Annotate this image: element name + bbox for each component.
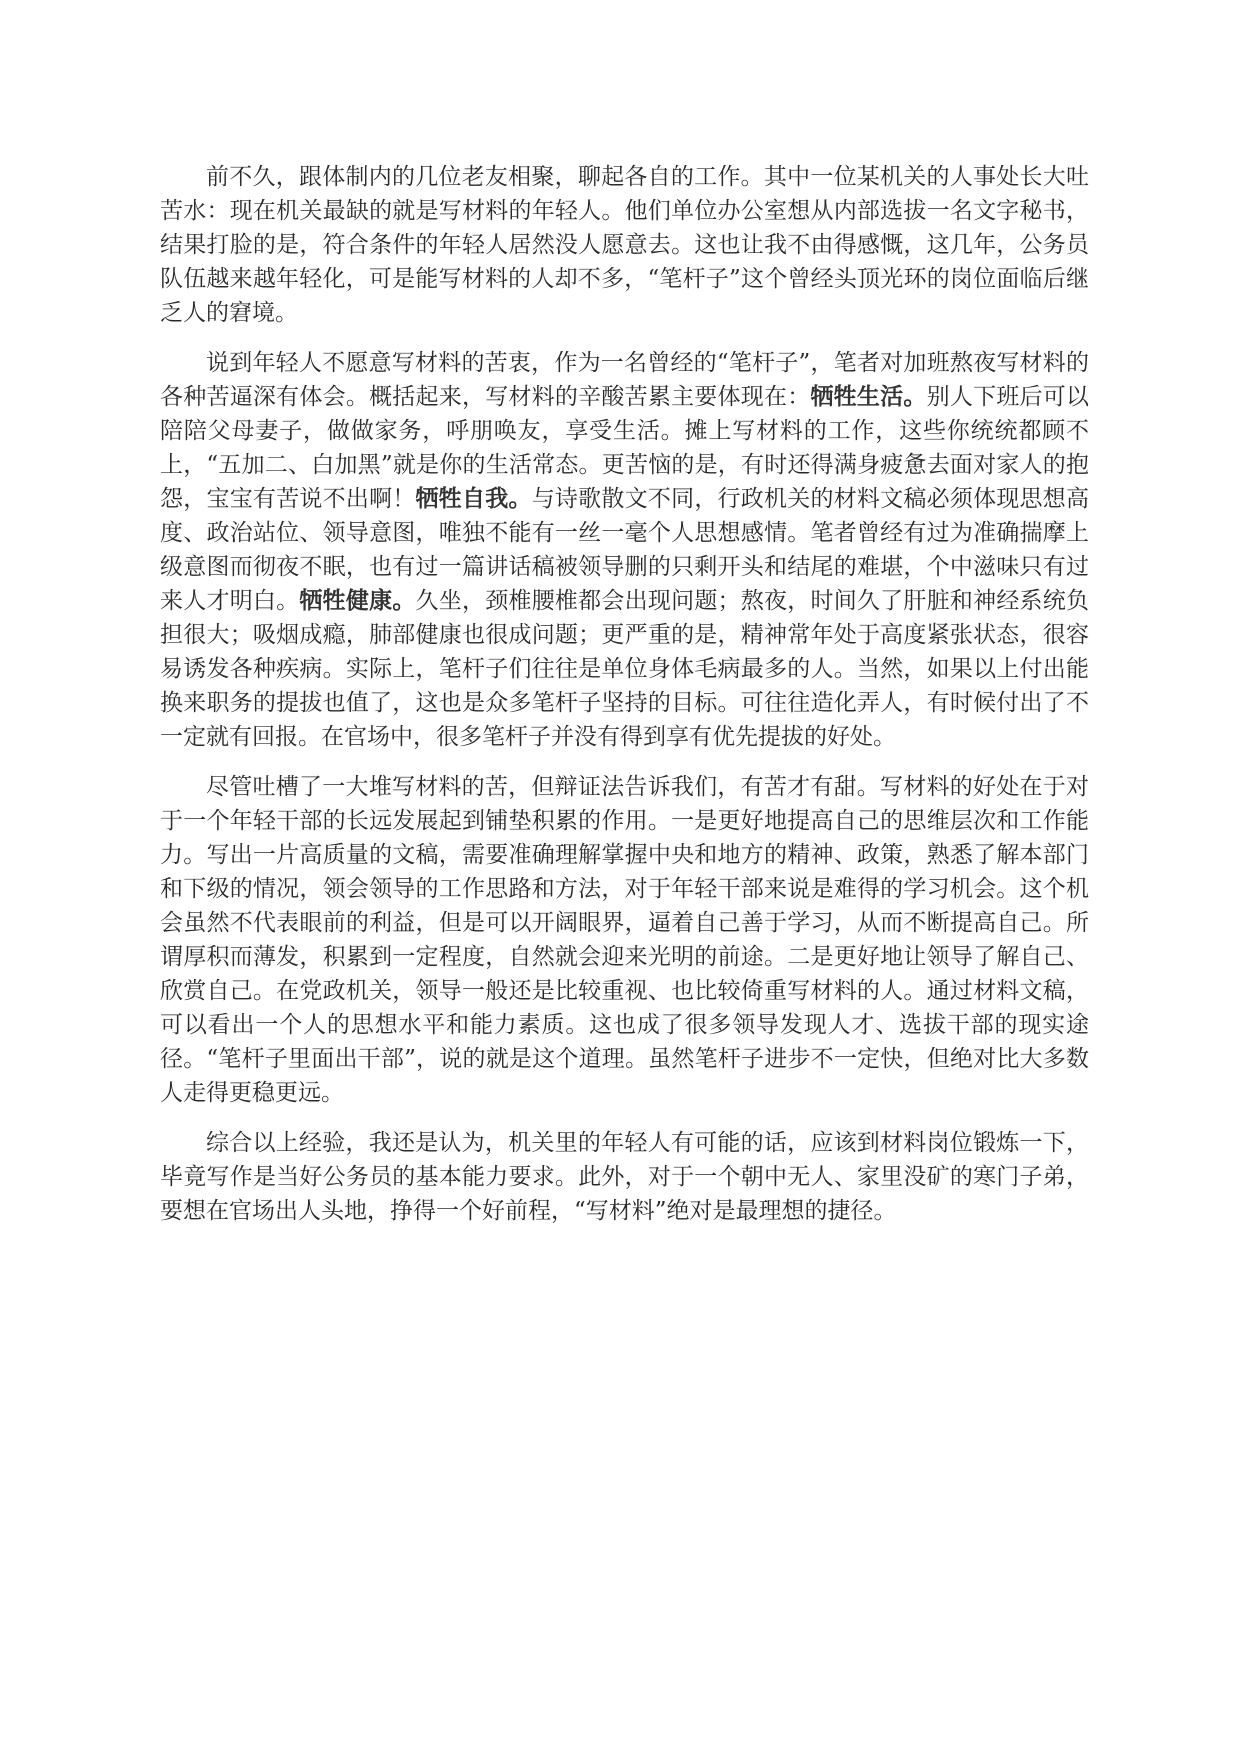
heading-sacrifice-health: 牺牲健康。: [299, 588, 416, 614]
article-body: [160, 160, 1089, 1244]
paragraph-2-text-2: 别人下班后可以陪陪父母妻子，做做家务，呼朋唤友，享受生活。摊上写材料的工作，这些你统统都顾不上，“五加二、白加黑”就是你的生活常态。更苦恼的是，有时还得满身疲惫去面对家人的抱怨，宝宝有苦说不出啊！: [160, 384, 1090, 512]
paragraph-2-text-4: 久坐，颈椎腰椎都会出现问题；熬夜，时间久了肝脏和神经系统负担很大；吸烟成瘾，肺部健康也很成问题；更严重的是，精神常年处于高度紧张状态，很容易诱发各种疾病。实际上，笔杆子们往往是单位身体毛病最多的人。当然，如果以上付出能换来职务的提拔也值了，这也是众多笔杆子坚持的目标。可往往造化弄人，有时候付出了不一定就有回报。在官场中，很多笔杆子并没有得到享有优先提拔的好处。: [160, 588, 1090, 750]
paragraph-2-text-1: 说到年轻人不愿意写材料的苦衷，作为一名曾经的“笔杆子”，笔者对加班熬夜写材料的各种苦逼深有体会。概括起来，写材料的辛酸苦累主要体现在：: [160, 350, 1089, 410]
paragraph-1: 前不久，跟体制内的几位老友相聚，聊起各自的工作。其中一位某机关的人事处长大吐苦水：现在机关最缺的就是写材料的年轻人。他们单位办公室想从内部选拔一名文字秘书，结果打脸的是，符合条件的年轻人居然没人愿意去。这也让我不由得感慨，这几年，公务员队伍越来越年轻化，可是能写材料的人却不多，“笔杆子”这个曾经头顶光环的岗位面临后继乏人的窘境。: [160, 164, 1089, 326]
paragraph-4: 综合以上经验，我还是认为，机关里的年轻人有可能的话，应该到材料岗位锻炼一下，毕竟写作是当好公务员的基本能力要求。此外，对于一个朝中无人、家里没矿的寒门子弟，要想在官场出人头地，挣得一个好前程，“写材料”绝对是最理想的捷径。: [160, 1130, 1089, 1224]
paragraph-2-text-3: 与诗歌散文不同，行政机关的材料文稿必须体现思想高度、政治站位、领导意图，唯独不能有一丝一毫个人思想感情。笔者曾经有过为准确揣摩上级意图而彻夜不眠，也有过一篇讲话稿被领导删的只剩开头和结尾的难堪，个中滋味只有过来人才明白。: [160, 486, 1090, 614]
paragraph-2: [160, 346, 1089, 754]
heading-sacrifice-self: 牺牲自我。: [415, 486, 532, 512]
paragraph-3: 尽管吐槽了一大堆写材料的苦，但辩证法告诉我们，有苦才有甜。写材料的好处在于对于一个年轻干部的长远发展起到铺垫积累的作用。一是更好地提高自己的思维层次和工作能力。写出一片高质量的文稿，需要准确理解掌握中央和地方的精神、政策，熟悉了解本部门和下级的情况，领会领导的工作思路和方法，对于年轻干部来说是难得的学习机会。这个机会虽然不代表眼前的利益，但是可以开阔眼界，逼着自己善于学习，从而不断提高自己。所谓厚积而薄发，积累到一定程度，自然就会迎来光明的前途。二是更好地让领导了解自己、欣赏自己。在党政机关，领导一般还是比较重视、也比较倚重写材料的人。通过材料文稿，可以看出一个人的思想水平和能力素质。这也成了很多领导发现人才、选拔干部的现实途径。“笔杆子里面出干部”，说的就是这个道理。虽然笔杆子进步不一定快，但绝对比大多数人走得更稳更远。: [160, 774, 1089, 1106]
heading-sacrifice-life: 牺牲生活。: [810, 384, 927, 410]
